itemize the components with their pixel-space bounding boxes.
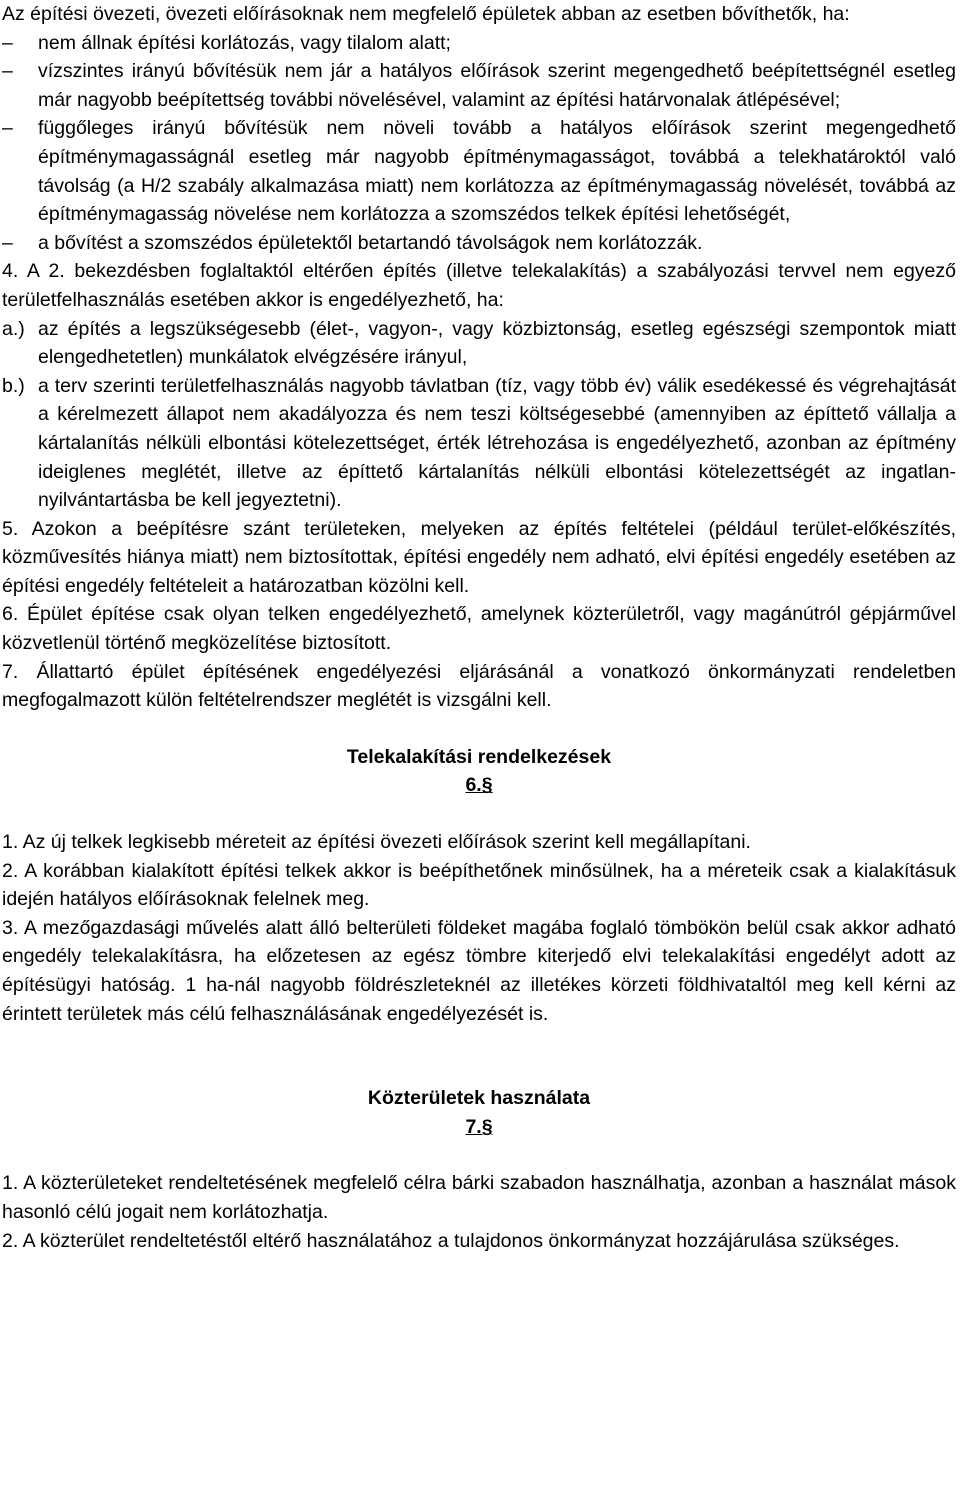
dash-bullet: – — [2, 31, 13, 54]
alpha-marker: a.) — [2, 317, 25, 340]
spacer — [2, 800, 956, 828]
section7-paragraph-2: 2. A közterület rendeltetéstől eltérő használatához a tulajdonos önkormányzat hozzájárulása szükséges. — [2, 1229, 900, 1252]
document-page — [2, 0, 956, 1255]
section-title: Telekalakítási rendelkezések — [346, 745, 612, 768]
paragraph-4: 4. A 2. bekezdésben foglaltaktól eltérően építés (illetve telekalakítás) a szabályozási tervvel nem egyező területfelhasználás esetében akkor is engedélyezhető, ha: — [2, 260, 956, 311]
dash-item: – függőleges irányú bővítésük nem növeli tovább a hatályos előírások szerint megengedhető építménymagasságnál esetleg már nagyobb építménymagasságot, továbbá a telekhatároktól való távolság (a H/2 szabály alkalmazása miatt) nem korlátozza az építménymagasság növelését, továbbá az építménymagasság növelése nem korlátozza a szomszédos telkek építési lehetőségét, — [2, 114, 956, 228]
dash-bullet: – — [2, 117, 13, 140]
dash-item: – a bővítést a szomszédos épületektől betartandó távolságok nem korlátozzák. — [2, 229, 956, 258]
section6-paragraph-1: 1. Az új telkek legkisebb méreteit az építési övezeti előírások szerint kell megállapítani. — [2, 831, 751, 854]
dash-list — [2, 29, 956, 258]
paragraph-7: 7. Állattartó épület építésének engedélyezési eljárásánál a vonatkozó önkormányzati rendeletben megfogalmazott külön feltételrendszer meglétét is vizsgálni kell. — [2, 660, 956, 712]
dash-item: – nem állnak építési korlátozás, vagy tilalom alatt; — [2, 29, 956, 58]
dash-bullet: – — [2, 231, 13, 254]
paragraph-5: 5. Azokon a beépítésre szánt területeken, melyeken az építés feltételei (például terület-előkészítés, közművesítés hiánya miatt) nem biztosítottak, építési engedély nem adható, elvi építési engedély esetében az építési engedély feltételeit a határozatban közölni kell. — [2, 517, 956, 597]
section6-paragraph-3: 3. A mezőgazdasági művelés alatt álló belterületi földeket magába foglaló tömbökön belül csak akkor adható engedély telekalakításra, ha előzetesen az egész tömbre kiterjedő elvi telekalakítási engedélyt adott az építésügyi hatóság. 1 ha-nál nagyobb földrészleteknél az illetékes körzeti földhivataltól meg kell kérni az érintett területek más célú felhasználásának engedélyezését is. — [2, 916, 956, 1025]
alpha-marker: b.) — [2, 374, 25, 397]
paragraph-6: 6. Épület építése csak olyan telken engedélyezhető, amelynek közterületről, vagy magánútról gépjárművel közvetlenül történő megközelítése biztosított. — [2, 603, 956, 655]
section-sign: § — [481, 1115, 493, 1138]
intro-paragraph: Az építési övezeti, övezeti előírásoknak nem megfelelő épületek abban az esetben bővíthetők, ha: — [2, 3, 850, 25]
dash-bullet: – — [2, 60, 13, 83]
dash-item: – vízszintes irányú bővítésük nem jár a hatályos előírások szerint megengedhető beépítettségnél esetleg már nagyobb beépítettség további növelésével, valamint az építési határvonalak átlépésével; — [2, 57, 956, 114]
alpha-item: b.) a terv szerinti területfelhasználás nagyobb távlatban (tíz, vagy több év) válik esedékessé és végrehajtását a kérelmezett állapot nem akadályozza és nem teszi költségesebbé (amennyiben az építtető vállalja a kártalanítás nélküli elbontási kötelezettséget, érték létrehozása is engedélyezhető, azonban az építmény ideiglenes meglétét, illetve az építtető kártalanítás nélküli elbontási kötelezettségét az ingatlan-nyilvántartásba be kell jegyeztetni). — [2, 372, 956, 515]
section-number: 6.§ — [465, 774, 493, 797]
spacer — [2, 1141, 956, 1169]
alpha-list — [2, 315, 956, 515]
alpha-item: a.) az építés a legszükségesebb (élet-, vagyon-, vagy közbiztonság, esetleg egészségi szempontok miatt elengedhetetlen) munkálatok elvégzésére irányul, — [2, 315, 956, 372]
spacer — [2, 1028, 956, 1084]
section-title: Közterületek használata — [367, 1087, 591, 1110]
section7-paragraph-1: 1. A közterületeket rendeltetésének megfelelő célra bárki szabadon használhatja, azonban a használat mások hasonló célú jogait nem korlátozhatja. — [2, 1172, 956, 1223]
section-sign: § — [481, 774, 493, 797]
section6-paragraph-2: 2. A korábban kialakított építési telkek akkor is beépíthetőnek minősülnek, ha a méreteik csak a kialakításuk idején hatályos előírásoknak felelnek meg. — [2, 859, 956, 911]
spacer — [2, 715, 956, 743]
section-number: 7.§ — [465, 1115, 493, 1138]
